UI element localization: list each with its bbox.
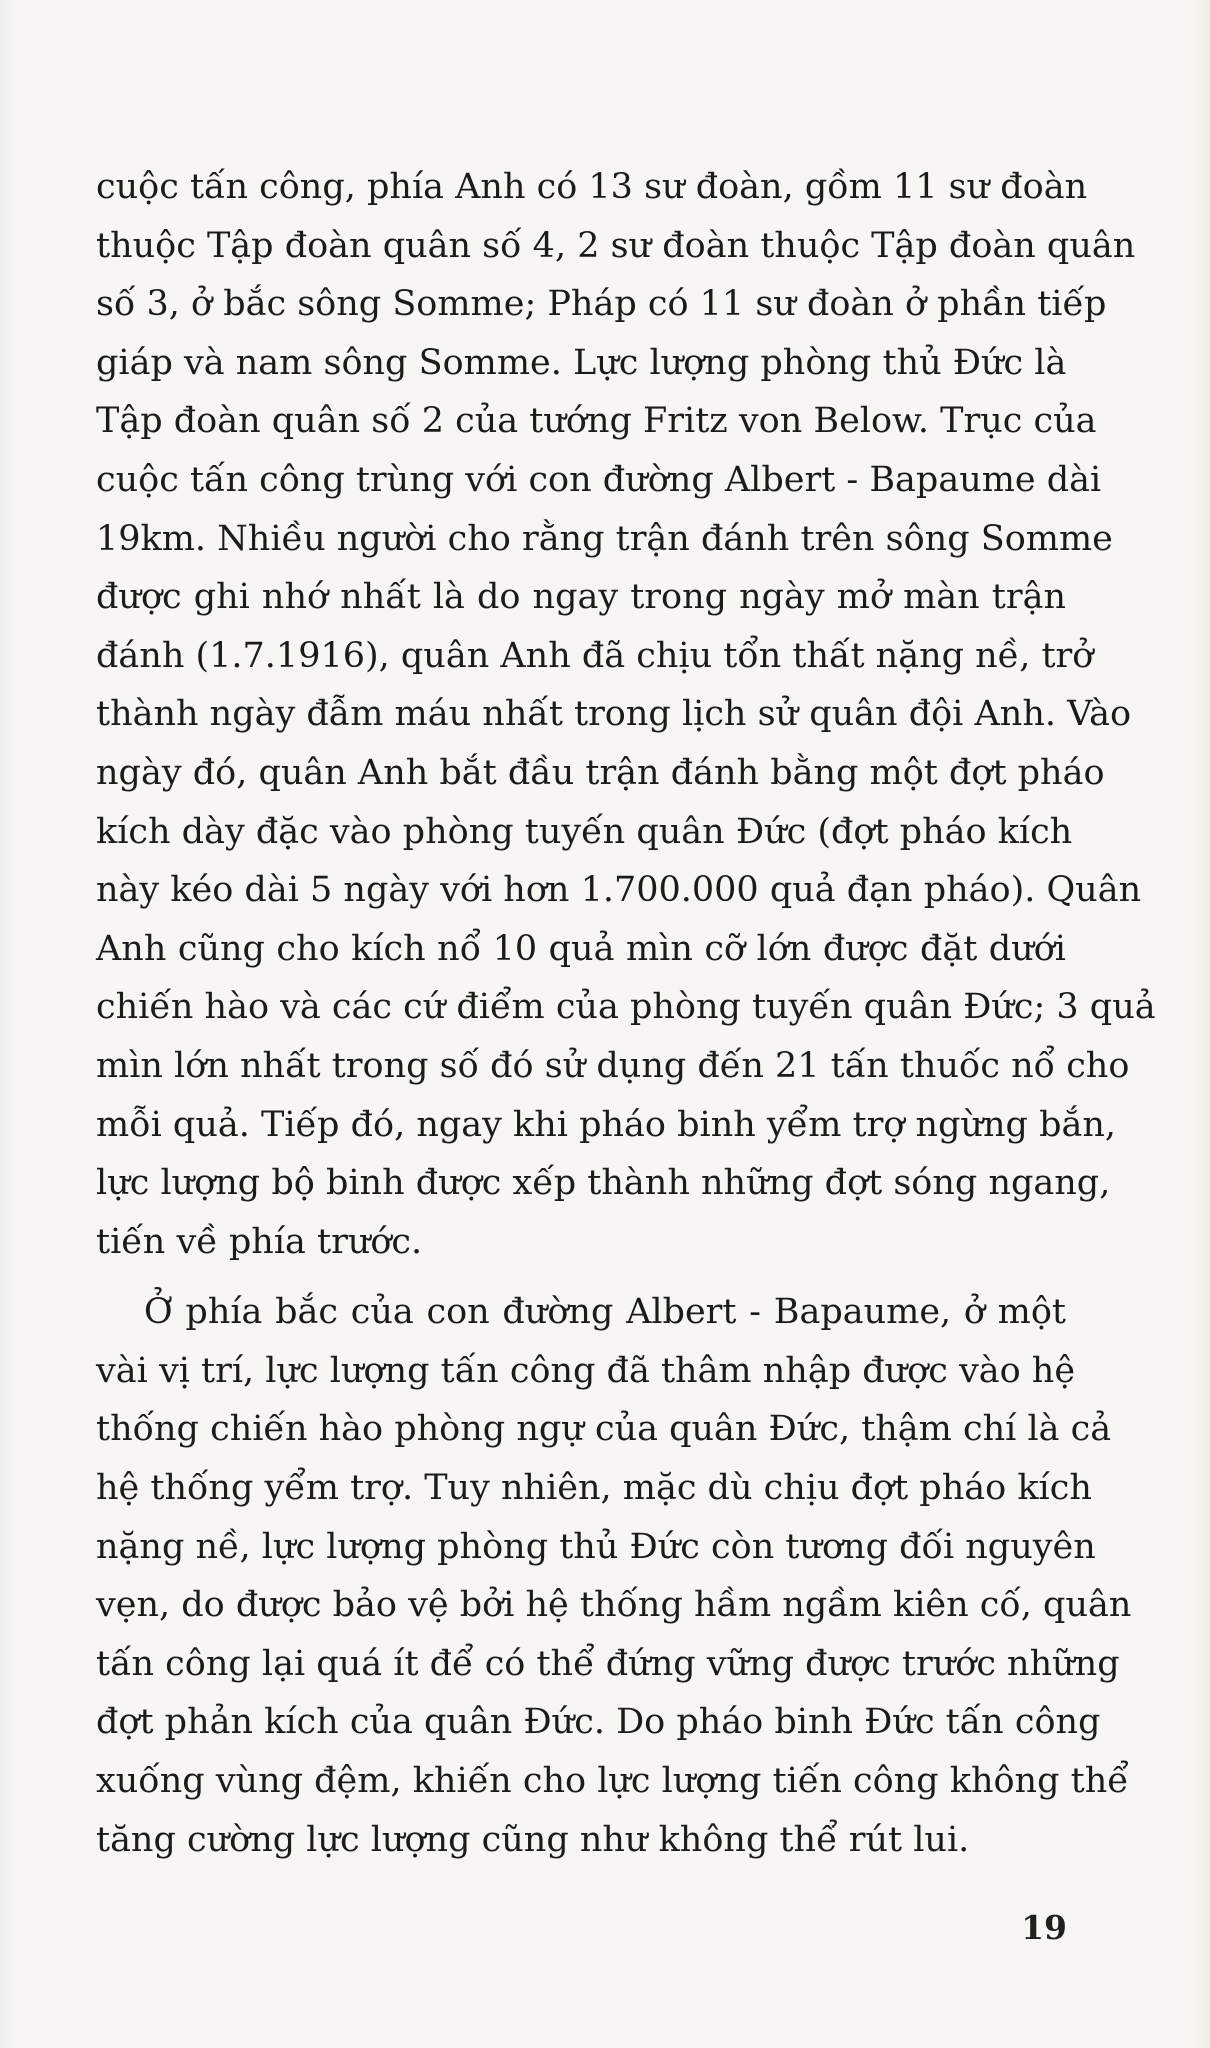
text-line: tấn công lại quá ít để có thể đứng vững được trước những [96, 1643, 1120, 1684]
text-line: cuộc tấn công trùng với con đường Albert - Bapaume dài [96, 459, 1102, 500]
text-line: lực lượng bộ binh được xếp thành những đợt sóng ngang, [96, 1163, 1111, 1204]
text-line: tiến về phía trước. [96, 1221, 423, 1262]
paragraph [96, 158, 1156, 1271]
text-line: vài vị trí, lực lượng tấn công đã thâm nhập được vào hệ [96, 1350, 1076, 1391]
text-line: xuống vùng đệm, khiến cho lực lượng tiến công không thể [96, 1761, 1129, 1802]
text-line: mỗi quả. Tiếp đó, ngay khi pháo binh yểm trợ ngừng bắn, [96, 1104, 1117, 1145]
text-line: đợt phản kích của quân Đức. Do pháo binh Đức tấn công [96, 1702, 1101, 1743]
body-text [96, 158, 1156, 1869]
text-line: giáp và nam sông Somme. Lực lượng phòng thủ Đức là [96, 342, 1067, 383]
text-line: được ghi nhớ nhất là do ngay trong ngày mở màn trận [96, 577, 1066, 618]
text-line: ngày đó, quân Anh bắt đầu trận đánh bằng một đợt pháo [96, 752, 1105, 793]
text-line: thuộc Tập đoàn quân số 4, 2 sư đoàn thuộc Tập đoàn quân [96, 225, 1136, 266]
text-line: 19km. Nhiều người cho rằng trận đánh trên sông Somme [96, 518, 1113, 559]
text-line: đánh (1.7.1916), quân Anh đã chịu tổn thất nặng nề, trở [96, 635, 1094, 676]
text-line: số 3, ở bắc sông Somme; Pháp có 11 sư đoàn ở phần tiếp [96, 284, 1107, 325]
paragraph [96, 1283, 1132, 1869]
paragraph-gap [96, 1271, 1066, 1283]
text-line: này kéo dài 5 ngày với hơn 1.700.000 quả đạn pháo). Quân [96, 870, 1142, 911]
text-line: tăng cường lực lượng cũng như không thể rút lui. [96, 1819, 970, 1860]
text-line: vẹn, do được bảo vệ bởi hệ thống hầm ngầm kiên cố, quân [96, 1585, 1132, 1626]
text-line: thành ngày đẫm máu nhất trong lịch sử quân đội Anh. Vào [96, 694, 1132, 735]
text-line: Anh cũng cho kích nổ 10 quả mìn cỡ lớn được đặt dưới [96, 928, 1066, 969]
text-line: cuộc tấn công, phía Anh có 13 sư đoàn, gồm 11 sư đoàn [96, 167, 1088, 207]
text-line: kích dày đặc vào phòng tuyến quân Đức (đợt pháo kích [96, 811, 1073, 852]
text-line: nặng nề, lực lượng phòng thủ Đức còn tương đối nguyên [96, 1526, 1096, 1567]
text-line: hệ thống yểm trợ. Tuy nhiên, mặc dù chịu đợt pháo kích [96, 1468, 1092, 1509]
text-line: mìn lớn nhất trong số đó sử dụng đến 21 tấn thuốc nổ cho [96, 1045, 1130, 1086]
text-line: chiến hào và các cứ điểm của phòng tuyến quân Đức; 3 quả [96, 987, 1156, 1028]
page-number: 19 [1021, 1908, 1067, 1947]
text-line: Tập đoàn quân số 2 của tướng Fritz von Below. Trục của [96, 401, 1097, 442]
text-line: thống chiến hào phòng ngự của quân Đức, thậm chí là cả [96, 1409, 1112, 1450]
text-line: Ở phía bắc của con đường Albert - Bapaume, ở một [144, 1292, 1066, 1333]
